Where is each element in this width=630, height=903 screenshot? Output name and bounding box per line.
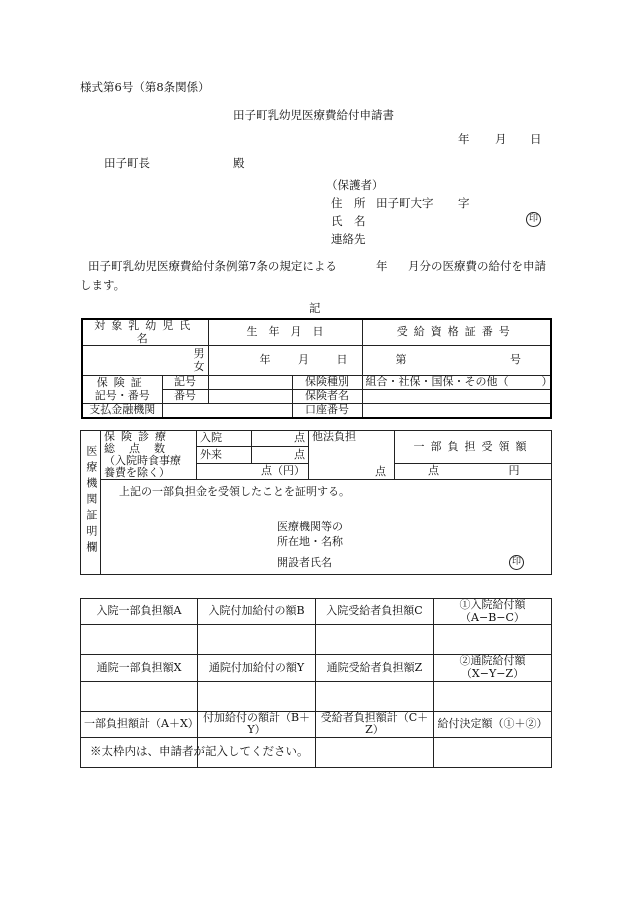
calc-header-1-2: 入院付加給付の額B xyxy=(198,599,316,625)
date-year-label: 年 xyxy=(458,132,470,146)
institution-label-1: 医療機関等の xyxy=(277,520,343,534)
calc-header-3-2: 付加給付の額計（B＋Y） xyxy=(198,711,316,737)
name-label: 氏 名 xyxy=(331,214,366,228)
date-month-label: 月 xyxy=(495,132,507,146)
calc-cell-C[interactable] xyxy=(316,625,434,655)
copay-amount-field[interactable] xyxy=(395,463,552,479)
page-title: 田子町乳幼児医療費給付申請書 xyxy=(233,108,394,122)
date-day-label: 日 xyxy=(530,132,542,146)
founder-label: 開設者氏名 xyxy=(277,556,332,570)
inpatient-label: 入院 xyxy=(197,431,252,447)
insured-person-field[interactable] xyxy=(362,390,551,404)
calc-cell-total[interactable] xyxy=(434,737,552,767)
ki-label: 記 xyxy=(309,301,321,315)
symbol-field[interactable] xyxy=(208,376,292,390)
calc-cell-CZ[interactable] xyxy=(316,737,434,767)
calculation-table xyxy=(80,598,552,768)
total-points-field[interactable]: 点（円） xyxy=(197,463,309,479)
insured-person-label: 保険者名 xyxy=(292,390,362,404)
institution-cert-side-label: 医療機関証明欄 xyxy=(81,431,101,575)
calc-cell-A[interactable] xyxy=(81,625,198,655)
birth-month-label: 月 xyxy=(298,353,309,367)
insurance-type-label: 保険種別 xyxy=(292,376,362,390)
form-number: 様式第6号（第8条関係） xyxy=(80,80,210,94)
birth-day-label: 日 xyxy=(336,353,348,367)
statement-text: 田子町乳幼児医療費給付条例第7条の規定による xyxy=(88,259,337,273)
honorific: 殿 xyxy=(233,156,245,170)
guardian-label: （保護者） xyxy=(326,178,384,192)
statement-text-2: します。 xyxy=(80,278,126,292)
calc-header-3-4: 給付決定額（①＋②） xyxy=(434,711,552,737)
sex-female: 女 xyxy=(193,359,205,373)
other-law-point-unit: 点 xyxy=(375,464,386,478)
calc-header-2-4: ②通院給付額（X−Y−Z） xyxy=(434,655,552,681)
addressee: 田子町長 xyxy=(104,156,150,170)
copay-received-label: 一部負担受領額 xyxy=(395,431,552,464)
cert-go-label: 号 xyxy=(510,353,521,367)
footnote: ※太枠内は、申請者が記入してください。 xyxy=(90,744,309,758)
institution-label-2: 所在地・名称 xyxy=(277,535,343,549)
child-name-header: 対象乳幼児氏名 xyxy=(82,319,208,346)
calc-cell-1[interactable] xyxy=(434,625,552,655)
outpatient-points-field[interactable]: 点 xyxy=(252,447,309,463)
calc-header-2-3: 通院受給者負担額Z xyxy=(316,655,434,681)
institution-seal-icon: 印 xyxy=(509,555,524,570)
insurance-label: 保険証 記号・番号 xyxy=(82,376,162,404)
calc-header-1-4: ①入院給付額（A−B−C） xyxy=(434,599,552,625)
calc-header-3-3: 受給者負担額計（C＋Z） xyxy=(316,711,434,737)
statement-month-text: 月分の医療費の給付を申請 xyxy=(408,259,546,273)
bank-field[interactable] xyxy=(162,404,292,418)
address-label: 住 所 xyxy=(331,196,366,210)
sex-male: 男 xyxy=(193,347,205,361)
statement-year: 年 xyxy=(376,259,388,273)
calc-cell-X[interactable] xyxy=(81,681,198,711)
cert-number-cell[interactable] xyxy=(362,346,551,376)
applicant-info-table xyxy=(81,318,552,419)
calc-header-2-1: 通院一部負担額X xyxy=(81,655,198,681)
birth-date-cell[interactable] xyxy=(208,346,362,376)
cert-statement: 上記の一部負担金を受領したことを証明する。 xyxy=(119,485,350,499)
calc-cell-Z[interactable] xyxy=(316,681,434,711)
calc-header-3-1: 一部負担額計（A＋X） xyxy=(81,711,198,737)
number-label: 番号 xyxy=(162,390,208,404)
calc-header-1-1: 入院一部負担額A xyxy=(81,599,198,625)
contact-label: 連絡先 xyxy=(331,232,366,246)
outpatient-label: 外来 xyxy=(197,447,252,463)
address-value: 田子町大字 xyxy=(376,196,434,210)
institution-cert-body[interactable] xyxy=(101,480,552,575)
institution-cert-table xyxy=(80,430,552,575)
calc-cell-B[interactable] xyxy=(198,625,316,655)
cert-number-header: 受給資格証番号 xyxy=(362,319,551,346)
applicant-seal-icon: 印 xyxy=(526,212,541,227)
account-number-field[interactable] xyxy=(362,404,551,418)
number-field[interactable] xyxy=(208,390,292,404)
symbol-label: 記号 xyxy=(162,376,208,390)
other-law-label: 他法負担 xyxy=(312,430,356,443)
insurance-type-options[interactable]: 組合・社保・国保・その他（ ） xyxy=(362,376,551,390)
birth-date-header: 生 年 月 日 xyxy=(208,319,362,346)
calc-cell-2[interactable] xyxy=(434,681,552,711)
calc-cell-Y[interactable] xyxy=(198,681,316,711)
calc-header-1-3: 入院受給者負担額C xyxy=(316,599,434,625)
aza-label: 字 xyxy=(458,196,470,210)
cert-dai-label: 第 xyxy=(395,353,407,367)
bank-label: 支払金融機関 xyxy=(82,404,162,418)
other-law-field[interactable] xyxy=(309,431,395,480)
calc-header-2-2: 通院付加給付の額Y xyxy=(198,655,316,681)
account-number-label: 口座番号 xyxy=(292,404,362,418)
copay-point-unit: 点 xyxy=(428,464,439,478)
child-name-cell[interactable] xyxy=(82,346,208,376)
copay-yen-unit: 円 xyxy=(508,464,520,478)
inpatient-points-field[interactable]: 点 xyxy=(252,431,309,447)
birth-year-label: 年 xyxy=(259,353,271,367)
total-points-label: 保険診療 総点数 （入院時食事療 養費を除く） xyxy=(101,431,197,480)
